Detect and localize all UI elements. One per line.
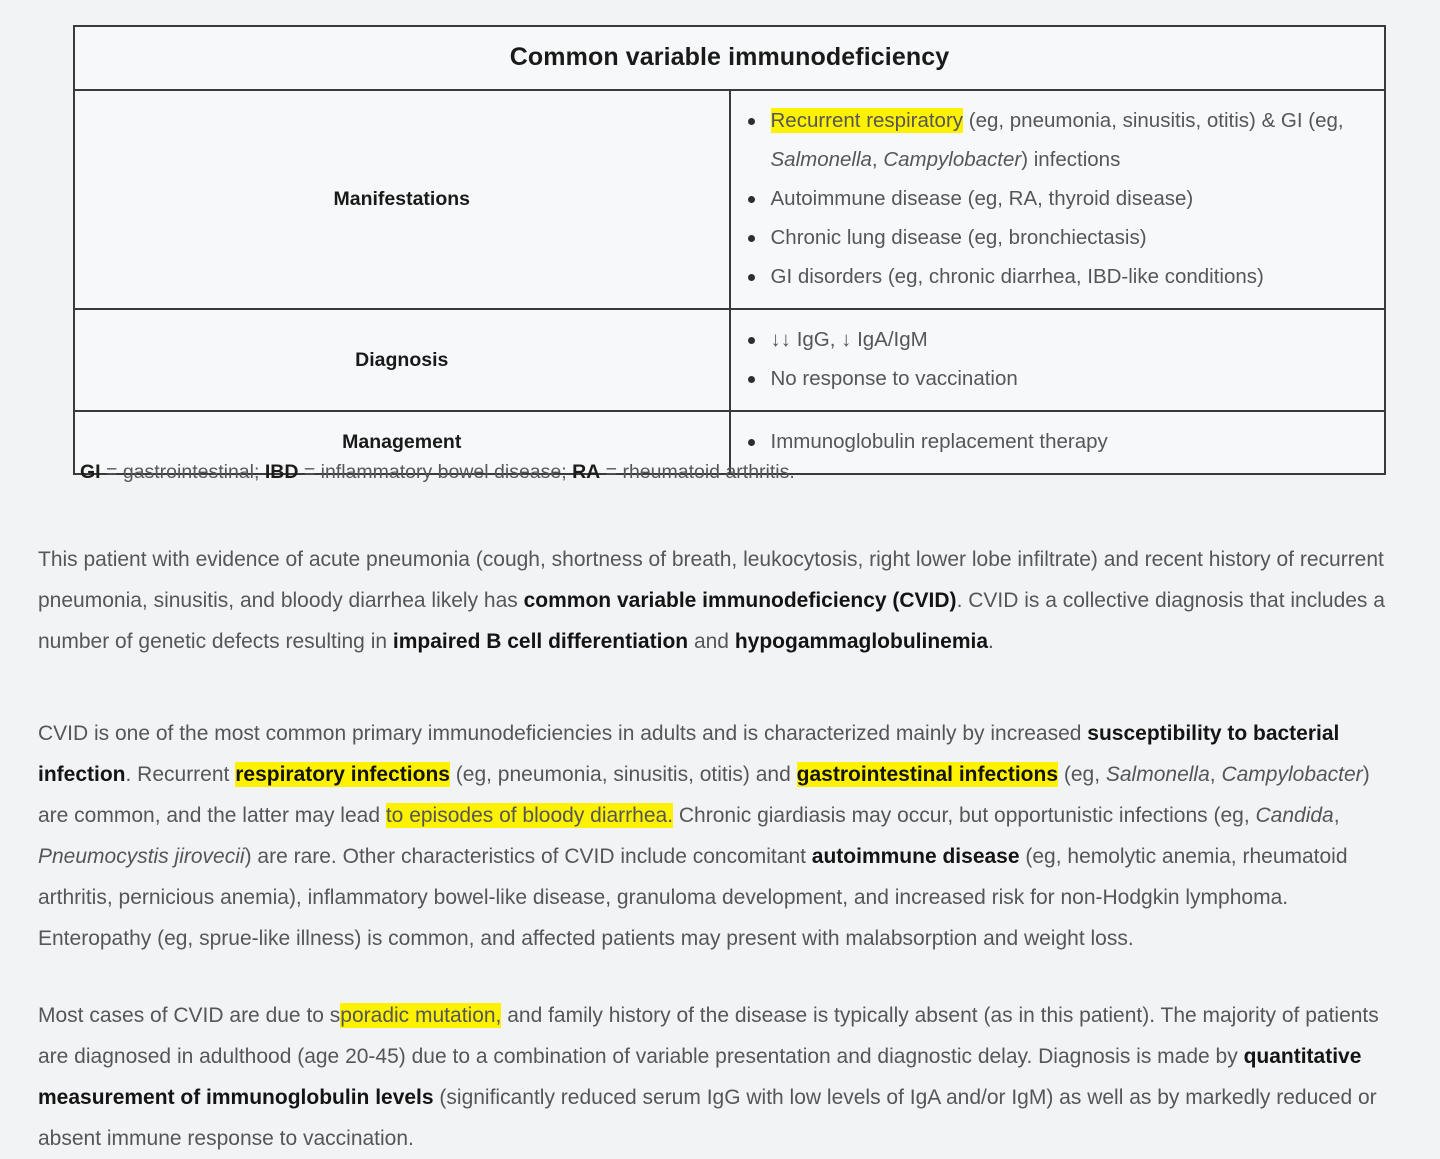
p3-text-c: (significantly reduced serum IgG with low levels of IgA and/or IgM) as well as by markedly reduced or absent immune response to vaccination. — [38, 1086, 1377, 1150]
p1-bold-bcell: impaired B cell differentiation — [392, 630, 689, 653]
p2-text-d: (eg, — [1058, 763, 1106, 786]
list-item: Immunoglobulin replacement therapy — [771, 422, 1371, 461]
table-title-row — [74, 26, 1385, 90]
highlight-gastrointestinal-infections — [797, 762, 1058, 787]
table-footnote — [80, 458, 795, 486]
abbr-gi: GI — [80, 461, 101, 483]
p2-text-g: Chronic giardiasis may occur, but opportunistic infections (eg, — [673, 804, 1256, 827]
abbr-ra: RA — [572, 461, 601, 483]
row-content-diagnosis — [730, 309, 1386, 411]
p2-text-h: , — [1333, 804, 1340, 827]
table-row — [74, 309, 1385, 411]
paragraph-three — [38, 995, 1400, 1159]
paragraph-one — [38, 539, 1400, 662]
p2-italic-campylobacter: Campylobacter — [1221, 763, 1363, 786]
list-item: ↓↓ IgG, ↓ IgA/IgM — [771, 320, 1371, 359]
list-item: Autoimmune disease (eg, RA, thyroid disease) — [771, 179, 1371, 218]
list-item: No response to vaccination — [771, 359, 1371, 398]
p2-text-f: ) are common, and the latter may lead — [38, 763, 1370, 827]
p3-text-a: Most cases of CVID are due to s — [38, 1004, 341, 1027]
row-label-manifestations: Manifestations — [74, 90, 730, 309]
p2-highlight-1-text: respiratory infections — [235, 763, 450, 786]
row-label-management: Management — [74, 411, 730, 474]
p2-italic-salmonella: Salmonella — [1105, 763, 1210, 786]
p2-text-b: . Recurrent — [125, 763, 236, 786]
abbr-gi-def: = gastrointestinal; — [100, 461, 265, 483]
abbr-ra-def: = rheumatoid arthritis. — [600, 461, 795, 483]
p1-text-c: and — [688, 630, 735, 653]
abbr-ibd-def: = inflammatory bowel disease; — [298, 461, 573, 483]
paragraph-two — [38, 713, 1400, 959]
p2-text-a: CVID is one of the most common primary immunodeficiencies in adults and is characterized mainly by increased — [38, 722, 1088, 745]
p2-text-c: (eg, pneumonia, sinusitis, otitis) and — [449, 763, 797, 786]
p2-bold-autoimmune: autoimmune disease — [811, 845, 1020, 868]
p2-text-i: ) are rare. Other characteristics of CVID include concomitant — [244, 845, 812, 868]
row-content-manifestations — [730, 90, 1386, 309]
p1-text-d: . — [988, 630, 994, 653]
p2-text-e: , — [1209, 763, 1222, 786]
table-row — [74, 90, 1385, 309]
p3-bold-quantitative: quantitative measurement of immunoglobulin levels — [38, 1045, 1362, 1109]
p1-text-a: This patient with evidence of acute pneumonia (cough, shortness of breath, leukocytosis, right lower lobe infiltrate) and recent history of recurrent pneumonia, sinusitis, and bloody diarrhea likely has — [38, 548, 1384, 612]
p2-text-j: (eg, hemolytic anemia, rheumatoid arthritis, pernicious anemia), inflammatory bowel-like disease, granuloma development, and increased risk for non-Hodgkin lymphoma. Enteropathy (eg, sprue-like illness) is common, and affected patients may present with malabsorption and weight loss. — [38, 845, 1348, 950]
p1-text-b: . CVID is a collective diagnosis that includes a number of genetic defects resulting in — [38, 589, 1385, 653]
p2-highlight-2-text: gastrointestinal infections — [796, 763, 1059, 786]
highlight-recurrent-respiratory: Recurrent respiratory — [770, 109, 964, 132]
p2-italic-pneumocystis: Pneumocystis jirovecii — [38, 845, 245, 868]
p2-italic-candida: Candida — [1255, 804, 1334, 827]
highlight-sporadic-mutation: poradic mutation, — [340, 1004, 502, 1027]
highlight-bloody-diarrhea: to episodes of bloody diarrhea. — [385, 804, 674, 827]
cvid-summary-table — [73, 25, 1386, 475]
p1-bold-hypogamma: hypogammaglobulinemia — [734, 630, 989, 653]
table-title: Common variable immunodeficiency — [74, 26, 1385, 90]
management-list — [731, 422, 1371, 461]
highlight-respiratory-infections — [235, 762, 450, 787]
p2-bold-susceptibility: susceptibility to bacterial infection — [38, 722, 1340, 786]
diagnosis-list — [731, 320, 1371, 398]
list-item: Chronic lung disease (eg, bronchiectasis) — [771, 218, 1371, 257]
abbr-ibd: IBD — [264, 461, 299, 483]
row-label-diagnosis: Diagnosis — [74, 309, 730, 411]
list-item: Recurrent respiratory (eg, pneumonia, sinusitis, otitis) & GI (eg, Salmonella, Campylobacter) infections — [771, 101, 1371, 179]
p3-text-b: and family history of the disease is typically absent (as in this patient). The majority of patients are diagnosed in adulthood (age 20-45) due to a combination of variable presentation and diagnostic delay. Diagnosis is made by — [38, 1004, 1379, 1068]
p1-bold-cvid: common variable immunodeficiency (CVID) — [523, 589, 957, 612]
manifestations-list — [731, 101, 1371, 296]
list-item: GI disorders (eg, chronic diarrhea, IBD-like conditions) — [771, 257, 1371, 296]
row-content-management — [730, 411, 1386, 474]
